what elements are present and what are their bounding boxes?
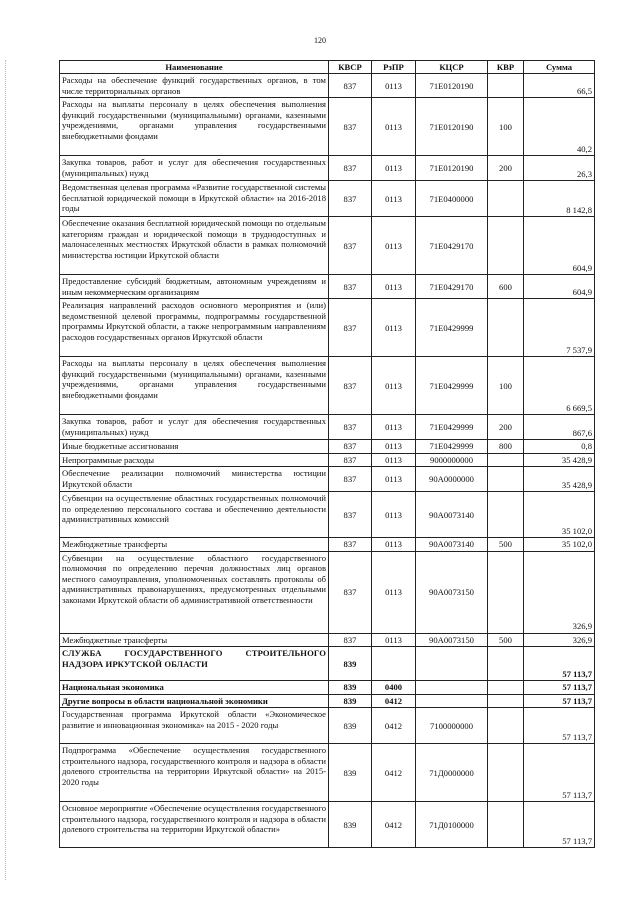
row-rzpr-cell: 0113 <box>372 467 416 492</box>
row-kvsr-cell: 839 <box>329 708 372 744</box>
row-rzpr-cell: 0412 <box>372 802 416 848</box>
row-kvr-cell <box>488 217 524 275</box>
table-row <box>60 467 595 492</box>
row-sum-cell: 604,9 <box>524 275 595 299</box>
table-row <box>60 633 595 646</box>
row-sum-cell: 66,5 <box>524 74 595 98</box>
row-sum-cell: 604,9 <box>524 217 595 275</box>
table-row <box>60 440 595 453</box>
row-kvsr-cell: 837 <box>329 74 372 98</box>
row-name-cell: Межбюджетные трансферты <box>60 538 329 551</box>
row-kvsr-cell: 837 <box>329 275 372 299</box>
row-rzpr-cell: 0113 <box>372 551 416 633</box>
row-kvsr-cell: 837 <box>329 467 372 492</box>
row-kvr-cell <box>488 647 524 681</box>
row-rzpr-cell: 0113 <box>372 156 416 181</box>
budget-table <box>59 60 595 848</box>
row-sum-cell: 57 113,7 <box>524 744 595 802</box>
row-sum-cell: 57 113,7 <box>524 802 595 848</box>
table-row <box>60 538 595 551</box>
row-sum-cell: 326,9 <box>524 551 595 633</box>
row-kvr-cell: 600 <box>488 275 524 299</box>
row-kvsr-cell: 839 <box>329 802 372 848</box>
row-kvsr-cell: 837 <box>329 633 372 646</box>
header-kcsr: КЦСР <box>416 61 488 74</box>
row-sum-cell: 35 102,0 <box>524 538 595 551</box>
row-kvsr-cell: 839 <box>329 694 372 707</box>
table-row <box>60 181 595 217</box>
table-row <box>60 98 595 156</box>
row-kvsr-cell: 839 <box>329 647 372 681</box>
table-row <box>60 453 595 466</box>
row-kcsr-cell <box>416 681 488 694</box>
row-name-cell: Основное мероприятие «Обеспечение осуществления государственного строительного надзора, государственного контроля и надзора в области долевого строительства на территории Иркутской области» <box>60 802 329 848</box>
header-sum: Сумма <box>524 61 595 74</box>
row-kvr-cell <box>488 681 524 694</box>
row-kvr-cell: 100 <box>488 98 524 156</box>
row-sum-cell: 0,8 <box>524 440 595 453</box>
row-kvr-cell <box>488 453 524 466</box>
row-sum-cell: 57 113,7 <box>524 694 595 707</box>
row-kvr-cell <box>488 467 524 492</box>
row-kcsr-cell: 71Е0429170 <box>416 217 488 275</box>
row-name-cell: Закупка товаров, работ и услуг для обеспечения государственных (муниципальных) нужд <box>60 415 329 440</box>
row-rzpr-cell: 0412 <box>372 744 416 802</box>
row-kvsr-cell: 837 <box>329 217 372 275</box>
row-kcsr-cell <box>416 647 488 681</box>
table-row <box>60 217 595 275</box>
row-kvr-cell: 800 <box>488 440 524 453</box>
row-sum-cell: 35 428,9 <box>524 453 595 466</box>
row-name-cell: Реализация направлений расходов основного мероприятия и (или) ведомственной целевой программы, подпрограммы государственной программы Иркутской области, а также непрограммным направлениям расходов государственных органов Иркутской области <box>60 299 329 357</box>
table-row <box>60 156 595 181</box>
row-kvr-cell: 100 <box>488 357 524 415</box>
table-row <box>60 74 595 98</box>
row-kvr-cell <box>488 74 524 98</box>
row-name-cell: Иные бюджетные ассигнования <box>60 440 329 453</box>
row-sum-cell: 6 669,5 <box>524 357 595 415</box>
row-kcsr-cell: 90А0000000 <box>416 467 488 492</box>
row-name-cell: Другие вопросы в области национальной экономики <box>60 694 329 707</box>
row-kcsr-cell: 71Е0120190 <box>416 74 488 98</box>
row-kvr-cell: 200 <box>488 156 524 181</box>
row-rzpr-cell: 0400 <box>372 681 416 694</box>
table-row <box>60 802 595 848</box>
row-name-cell: Государственная программа Иркутской области «Экономическое развитие и инновационная экономика» на 2015 - 2020 годы <box>60 708 329 744</box>
row-name-cell: Обеспечение реализации полномочий министерства юстиции Иркутской области <box>60 467 329 492</box>
row-rzpr-cell: 0113 <box>372 74 416 98</box>
table-row <box>60 357 595 415</box>
row-kvsr-cell: 837 <box>329 453 372 466</box>
row-rzpr-cell <box>372 647 416 681</box>
table-row <box>60 275 595 299</box>
table-row <box>60 299 595 357</box>
row-kvr-cell <box>488 694 524 707</box>
row-kvr-cell: 500 <box>488 633 524 646</box>
row-kvsr-cell: 837 <box>329 299 372 357</box>
row-name-cell: Обеспечение оказания бесплатной юридической помощи по отдельным категориям граждан и юридической помощи в труднодоступных и малонаселенных местностях Иркутской области в рамках полномочий министерства юстиции Иркутской области <box>60 217 329 275</box>
row-kcsr-cell: 71Е0429999 <box>416 299 488 357</box>
header-kvr: КВР <box>488 61 524 74</box>
row-name-cell: Непрограммные расходы <box>60 453 329 466</box>
row-kcsr-cell: 90А0073150 <box>416 551 488 633</box>
row-kcsr-cell: 71Е0429999 <box>416 440 488 453</box>
row-rzpr-cell: 0113 <box>372 492 416 538</box>
table-header-row <box>60 61 595 74</box>
row-kvr-cell <box>488 802 524 848</box>
row-sum-cell: 35 428,9 <box>524 467 595 492</box>
row-kcsr-cell: 90А0073140 <box>416 538 488 551</box>
row-kcsr-cell: 71Д0000000 <box>416 744 488 802</box>
row-kvsr-cell: 837 <box>329 415 372 440</box>
page-number: 120 <box>314 36 326 45</box>
row-name-cell: Закупка товаров, работ и услуг для обеспечения государственных (муниципальных) нужд <box>60 156 329 181</box>
row-kvsr-cell: 839 <box>329 681 372 694</box>
row-kvsr-cell: 837 <box>329 551 372 633</box>
row-kvsr-cell: 837 <box>329 98 372 156</box>
row-sum-cell: 26,3 <box>524 156 595 181</box>
row-rzpr-cell: 0113 <box>372 98 416 156</box>
row-name-cell: Подпрограмма «Обеспечение осуществления государственного строительного надзора, государственного контроля и надзора в области долевого строительства на территории Иркутской области» на 2015-2020 годы <box>60 744 329 802</box>
row-kcsr-cell: 71Е0120190 <box>416 156 488 181</box>
row-kcsr-cell: 7100000000 <box>416 708 488 744</box>
row-sum-cell: 35 102,0 <box>524 492 595 538</box>
row-kcsr-cell <box>416 694 488 707</box>
row-kvr-cell <box>488 492 524 538</box>
row-kvr-cell: 500 <box>488 538 524 551</box>
table-row <box>60 744 595 802</box>
row-name-cell: Расходы на выплаты персоналу в целях обеспечения выполнения функций государственными (муниципальными) органами, казенными учреждениями, органами управления государственными внебюджетными фондами <box>60 357 329 415</box>
row-rzpr-cell: 0113 <box>372 415 416 440</box>
table-row <box>60 551 595 633</box>
row-kvr-cell: 200 <box>488 415 524 440</box>
row-kvsr-cell: 837 <box>329 156 372 181</box>
table-row <box>60 708 595 744</box>
row-kcsr-cell: 71Е0429999 <box>416 357 488 415</box>
row-sum-cell: 57 113,7 <box>524 647 595 681</box>
row-rzpr-cell: 0412 <box>372 708 416 744</box>
row-name-cell: Межбюджетные трансферты <box>60 633 329 646</box>
row-name-cell: Предоставление субсидий бюджетным, автономным учреждениям и иным некоммерческим организациям <box>60 275 329 299</box>
row-kcsr-cell: 71Е0429170 <box>416 275 488 299</box>
row-name-cell: Расходы на выплаты персоналу в целях обеспечения выполнения функций государственными (муниципальными) органами, казенными учреждениями, органами управления государственными внебюджетными фондами <box>60 98 329 156</box>
row-name-cell: Субвенции на осуществление областного государственного полномочия по определению перечня должностных лиц органов местного самоуправления, уполномоченных составлять протоколы об административных правонарушениях, предусмотренных отдельными законами Иркутской области об административной ответственности <box>60 551 329 633</box>
row-rzpr-cell: 0412 <box>372 694 416 707</box>
row-kcsr-cell: 90А0073140 <box>416 492 488 538</box>
row-name-cell: Расходы на обеспечение функций государственных органов, в том числе территориальных органов <box>60 74 329 98</box>
header-rzpr: РзПР <box>372 61 416 74</box>
row-rzpr-cell: 0113 <box>372 217 416 275</box>
row-kvsr-cell: 839 <box>329 744 372 802</box>
row-kvr-cell <box>488 708 524 744</box>
row-sum-cell: 7 537,9 <box>524 299 595 357</box>
row-rzpr-cell: 0113 <box>372 538 416 551</box>
row-kcsr-cell: 71Е0429999 <box>416 415 488 440</box>
row-kcsr-cell: 9000000000 <box>416 453 488 466</box>
row-rzpr-cell: 0113 <box>372 299 416 357</box>
row-kvsr-cell: 837 <box>329 538 372 551</box>
row-rzpr-cell: 0113 <box>372 275 416 299</box>
row-kvr-cell <box>488 299 524 357</box>
table-row <box>60 415 595 440</box>
row-rzpr-cell: 0113 <box>372 440 416 453</box>
table-row <box>60 681 595 694</box>
row-name-cell: Ведомственная целевая программа «Развитие государственной системы бесплатной юридической помощи в Иркутской области» на 2016-2018 годы <box>60 181 329 217</box>
row-sum-cell: 8 142,8 <box>524 181 595 217</box>
row-kvr-cell <box>488 551 524 633</box>
row-sum-cell: 867,6 <box>524 415 595 440</box>
row-sum-cell: 57 113,7 <box>524 681 595 694</box>
row-kvsr-cell: 837 <box>329 492 372 538</box>
row-kvsr-cell: 837 <box>329 357 372 415</box>
table-row <box>60 492 595 538</box>
row-name-cell: Субвенции на осуществление областных государственных полномочий по определению персонального состава и обеспечению деятельности административных комиссий <box>60 492 329 538</box>
row-sum-cell: 40,2 <box>524 98 595 156</box>
row-rzpr-cell: 0113 <box>372 453 416 466</box>
row-rzpr-cell: 0113 <box>372 633 416 646</box>
row-kcsr-cell: 71Е0120190 <box>416 98 488 156</box>
header-name: Наименование <box>60 61 329 74</box>
row-name-cell: СЛУЖБА ГОСУДАРСТВЕННОГО СТРОИТЕЛЬНОГО НАДЗОРА ИРКУТСКОЙ ОБЛАСТИ <box>60 647 329 681</box>
row-rzpr-cell: 0113 <box>372 357 416 415</box>
header-kvsr: КВСР <box>329 61 372 74</box>
row-kvsr-cell: 837 <box>329 181 372 217</box>
row-kvr-cell <box>488 744 524 802</box>
table-row <box>60 694 595 707</box>
row-kcsr-cell: 90А0073150 <box>416 633 488 646</box>
row-kcsr-cell: 71Е0400000 <box>416 181 488 217</box>
row-sum-cell: 326,9 <box>524 633 595 646</box>
row-kvsr-cell: 837 <box>329 440 372 453</box>
table-row <box>60 647 595 681</box>
row-kvr-cell <box>488 181 524 217</box>
row-rzpr-cell: 0113 <box>372 181 416 217</box>
row-name-cell: Национальная экономика <box>60 681 329 694</box>
binding-margin-rule <box>5 60 6 880</box>
row-kcsr-cell: 71Д0100000 <box>416 802 488 848</box>
row-sum-cell: 57 113,7 <box>524 708 595 744</box>
